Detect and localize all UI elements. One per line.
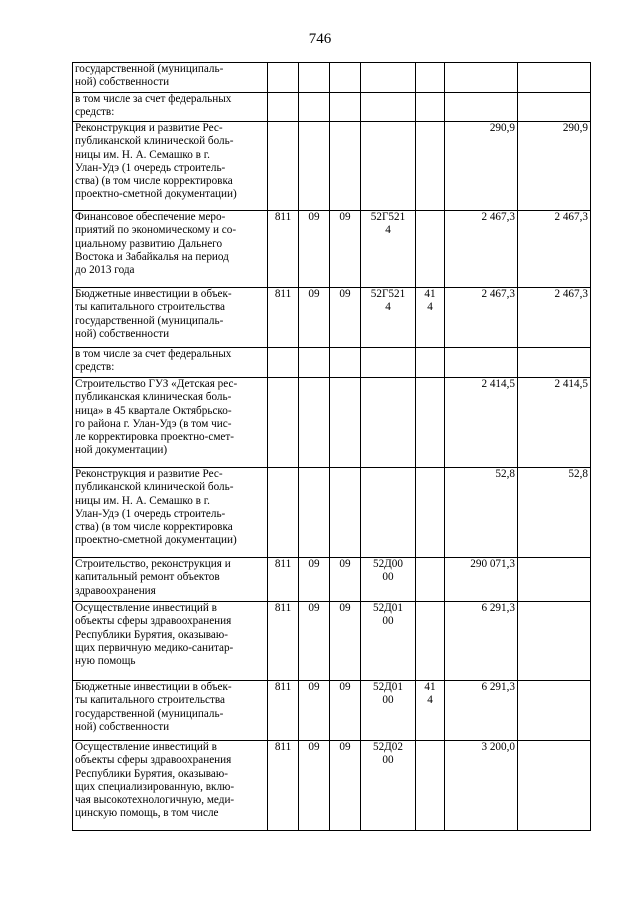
csr-code: 52Д00 00 <box>361 558 416 602</box>
sum-2 <box>518 93 591 122</box>
sum-1 <box>445 348 518 378</box>
csr-code: 52Г521 4 <box>361 288 416 348</box>
vr-code <box>416 93 445 122</box>
rz-code: 09 <box>299 558 330 602</box>
table-row <box>73 93 591 122</box>
ved-code <box>268 348 299 378</box>
rz-code <box>299 378 330 468</box>
csr-code <box>361 122 416 211</box>
table-row <box>73 681 591 741</box>
csr-code <box>361 348 416 378</box>
pr-code <box>330 93 361 122</box>
vr-code <box>416 468 445 558</box>
vr-code <box>416 348 445 378</box>
table-row <box>73 741 591 831</box>
item-name: Осуществление инвестиций в объекты сферы здравоохранения Республики Бурятия, оказываю- щих специализированную, вклю- чая высокотехнологичную, меди- цинскую помощь, в том числе <box>73 741 268 831</box>
item-name: Строительство, реконструкция и капитальный ремонт объектов здравоохранения <box>73 558 268 602</box>
table-row <box>73 288 591 348</box>
vr-code <box>416 122 445 211</box>
csr-code <box>361 93 416 122</box>
item-name: Реконструкция и развитие Рес- публиканской клинической боль- ницы им. Н. А. Семашко в г. Улан-Удэ (1 очередь строитель- ства) (в том числе корректировка проектно-сметной документации) <box>73 468 268 558</box>
sum-1: 2 414,5 <box>445 378 518 468</box>
table-row <box>73 378 591 468</box>
csr-code <box>361 378 416 468</box>
csr-code <box>361 63 416 93</box>
ved-code: 811 <box>268 741 299 831</box>
pr-code: 09 <box>330 602 361 681</box>
csr-code <box>361 468 416 558</box>
vr-code: 41 4 <box>416 681 445 741</box>
csr-code: 52Д01 00 <box>361 681 416 741</box>
ved-code <box>268 93 299 122</box>
rz-code: 09 <box>299 288 330 348</box>
sum-1: 52,8 <box>445 468 518 558</box>
sum-1 <box>445 93 518 122</box>
sum-2: 2 467,3 <box>518 211 591 288</box>
table-row <box>73 602 591 681</box>
page-number: 746 <box>308 31 332 47</box>
pr-code <box>330 122 361 211</box>
sum-1: 6 291,3 <box>445 681 518 741</box>
sum-2 <box>518 741 591 831</box>
sum-1: 2 467,3 <box>445 211 518 288</box>
pr-code: 09 <box>330 211 361 288</box>
vr-code <box>416 602 445 681</box>
pr-code <box>330 348 361 378</box>
rz-code <box>299 348 330 378</box>
sum-1: 3 200,0 <box>445 741 518 831</box>
item-name: в том числе за счет федеральных средств: <box>73 93 268 122</box>
pr-code <box>330 63 361 93</box>
item-name: Бюджетные инвестиции в объек- ты капитального строительства государственной (муниципаль- ной) собственности <box>73 681 268 741</box>
sum-2: 290,9 <box>518 122 591 211</box>
pr-code: 09 <box>330 741 361 831</box>
sum-2 <box>518 348 591 378</box>
vr-code: 41 4 <box>416 288 445 348</box>
rz-code: 09 <box>299 741 330 831</box>
ved-code: 811 <box>268 602 299 681</box>
csr-code: 52Д02 00 <box>361 741 416 831</box>
item-name: Строительство ГУЗ «Детская рес- публиканская клиническая боль- ница» в 45 квартале Октябрьско- го района г. Улан-Удэ (в том чис- ле корректировка проектно-смет- ной документации) <box>73 378 268 468</box>
pr-code: 09 <box>330 681 361 741</box>
table-row <box>73 348 591 378</box>
ved-code <box>268 468 299 558</box>
sum-2: 2 414,5 <box>518 378 591 468</box>
pr-code <box>330 468 361 558</box>
item-name: Бюджетные инвестиции в объек- ты капитального строительства государственной (муниципаль- ной) собственности <box>73 288 268 348</box>
table-row <box>73 558 591 602</box>
rz-code <box>299 93 330 122</box>
ved-code <box>268 378 299 468</box>
ved-code: 811 <box>268 288 299 348</box>
pr-code: 09 <box>330 288 361 348</box>
sum-2 <box>518 681 591 741</box>
ved-code: 811 <box>268 211 299 288</box>
sum-1: 290 071,3 <box>445 558 518 602</box>
rz-code <box>299 122 330 211</box>
vr-code <box>416 211 445 288</box>
rz-code <box>299 468 330 558</box>
pr-code <box>330 378 361 468</box>
ved-code <box>268 63 299 93</box>
table-row <box>73 122 591 211</box>
rz-code: 09 <box>299 602 330 681</box>
item-name: в том числе за счет федеральных средств: <box>73 348 268 378</box>
item-name: государственной (муниципаль- ной) собственности <box>73 63 268 93</box>
item-name: Осуществление инвестиций в объекты сферы здравоохранения Республики Бурятия, оказываю- щих первичную медико-санитар- ную помощь <box>73 602 268 681</box>
ved-code: 811 <box>268 681 299 741</box>
rz-code: 09 <box>299 681 330 741</box>
budget-table <box>72 62 591 831</box>
rz-code <box>299 63 330 93</box>
csr-code: 52Г521 4 <box>361 211 416 288</box>
table-row <box>73 63 591 93</box>
item-name: Финансовое обеспечение меро- приятий по экономическому и со- циальному развитию Дальнего Востока и Забайкалья на период до 2013 года <box>73 211 268 288</box>
sum-1: 6 291,3 <box>445 602 518 681</box>
table-row <box>73 468 591 558</box>
csr-code: 52Д01 00 <box>361 602 416 681</box>
sum-1: 290,9 <box>445 122 518 211</box>
item-name: Реконструкция и развитие Рес- публиканской клинической боль- ницы им. Н. А. Семашко в г. Улан-Удэ (1 очередь строитель- ства) (в том числе корректировка проектно-сметной документации) <box>73 122 268 211</box>
table-row <box>73 211 591 288</box>
sum-2 <box>518 63 591 93</box>
ved-code: 811 <box>268 558 299 602</box>
vr-code <box>416 378 445 468</box>
sum-1: 2 467,3 <box>445 288 518 348</box>
sum-1 <box>445 63 518 93</box>
sum-2: 2 467,3 <box>518 288 591 348</box>
vr-code <box>416 63 445 93</box>
ved-code <box>268 122 299 211</box>
vr-code <box>416 558 445 602</box>
rz-code: 09 <box>299 211 330 288</box>
vr-code <box>416 741 445 831</box>
sum-2 <box>518 558 591 602</box>
sum-2: 52,8 <box>518 468 591 558</box>
pr-code: 09 <box>330 558 361 602</box>
sum-2 <box>518 602 591 681</box>
